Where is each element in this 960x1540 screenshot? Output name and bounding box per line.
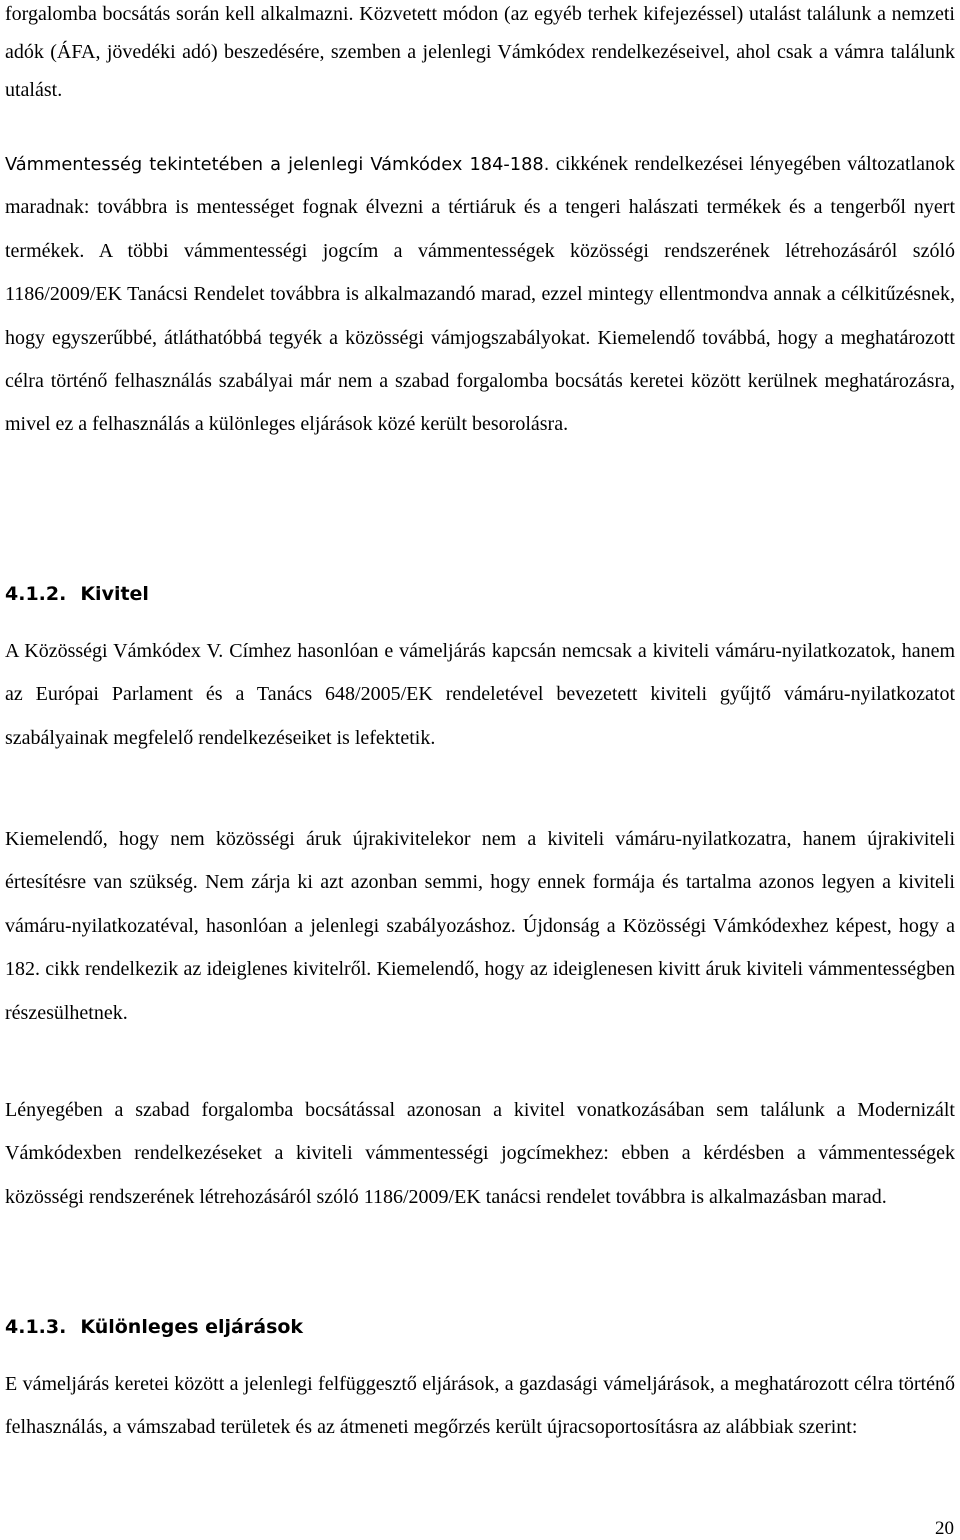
paragraph-text: Kiemelendő, hogy nem közösségi áruk újrakivitelekor nem a kiviteli vámáru-nyilatkozatra, hanem újrakiviteli értesítésre van szükség. Nem zárja ki azt azonban semmi, hogy ennek formája és tartalma azonos legyen a kiviteli vámáru-nyilatkozatéval, hasonlóan a jelenlegi szabályozáshoz. Újdonság a Közösségi Vámkódexhez képest, hogy a 182. cikk rendelkezik az ideiglenes kivitelről. Kiemelendő, hogy az ideiglenesen kivitt áruk kiviteli vámmentességben részesülhetnek. xyxy=(5,828,955,1024)
paragraph-text: forgalomba bocsátás során kell alkalmazni. Közvetett módon (az egyéb terhek kifejezéssel) utalást találunk a nemzeti adók (ÁFA, jövedéki adó) beszedésére, szemben a jelenlegi Vámkódex rendelkezéseivel, ahol csak a vámra találunk utalást. xyxy=(5,3,955,102)
section-number: 4.1.2. xyxy=(5,583,67,605)
paragraph-text: E vámeljárás keretei között a jelenlegi felfüggesztő eljárások, a gazdasági vámeljárások, a meghatározott célra történő felhasználás, a vámszabad területek és az átmeneti megőrzés került újracsoportosításra az alábbiak szerint: xyxy=(5,1373,955,1439)
section-number: 4.1.3. xyxy=(5,1316,67,1338)
paragraph-text: cikkének rendelkezései lényegében változatlanok maradnak: továbbra is mentességet fognak élvezni a tértiáruk és a tengeri halászati termékek és a tengerből nyert termékek. A többi vámmentességi jogcím a vámmentességek közösségi rendszerének létrehozásáról szóló 1186/2009/EK Tanácsi Rendelet továbbra is alkalmazandó marad, ezzel mintegy ellentmondva annak a célkitűzésnek, hogy egyszerűbbé, átláthatóbbá tegyék a közösségi vámjogszabályokat. Kiemelendő továbbá, hogy a meghatározott célra történő felhasználás szabályai már nem a szabad forgalomba bocsátás keretei között kerülnek meghatározásra, mivel ez a felhasználás a különleges eljárások közé került besorolásra. xyxy=(5,153,956,436)
paragraph-kivitel-3 xyxy=(5,1089,955,1219)
page-number: 20 xyxy=(935,1518,954,1539)
paragraph-lead-text: Vámmentesség tekintetében a jelenlegi Vámkódex 184-188. xyxy=(5,154,550,175)
paragraph-text: A Közösségi Vámkódex V. Címhez hasonlóan e vámeljárás kapcsán nemcsak a kiviteli vámáru-nyilatkozatok, hanem az Európai Parlament és a Tanács 648/2005/EK rendeletével bevezetett kiviteli gyűjtő vámáru-nyilatkozatot szabályainak megfelelő rendelkezéseiket is lefektetik. xyxy=(5,640,955,749)
paragraph-kivitel-2 xyxy=(5,818,955,1035)
paragraph-kulonleges xyxy=(5,1363,955,1450)
paragraph-intro xyxy=(5,0,955,110)
paragraph-vammentesseg xyxy=(5,143,955,447)
paragraph-text: Lényegében a szabad forgalomba bocsátással azonosan a kivitel vonatkozásában sem találunk a Modernizált Vámkódexben rendelkezéseket a kiviteli vámmentességi jogcímekhez: ebben a kérdésben a vámmentességek közösségi rendszerének létrehozásáról szóló 1186/2009/EK tanácsi rendelet továbbra is alkalmazásban marad. xyxy=(5,1099,955,1208)
section-heading-kivitel xyxy=(5,582,149,606)
section-heading-kulonleges xyxy=(5,1315,303,1339)
paragraph-kivitel-1 xyxy=(5,630,955,760)
section-title: Különleges eljárások xyxy=(80,1316,304,1338)
section-title: Kivitel xyxy=(80,583,149,605)
